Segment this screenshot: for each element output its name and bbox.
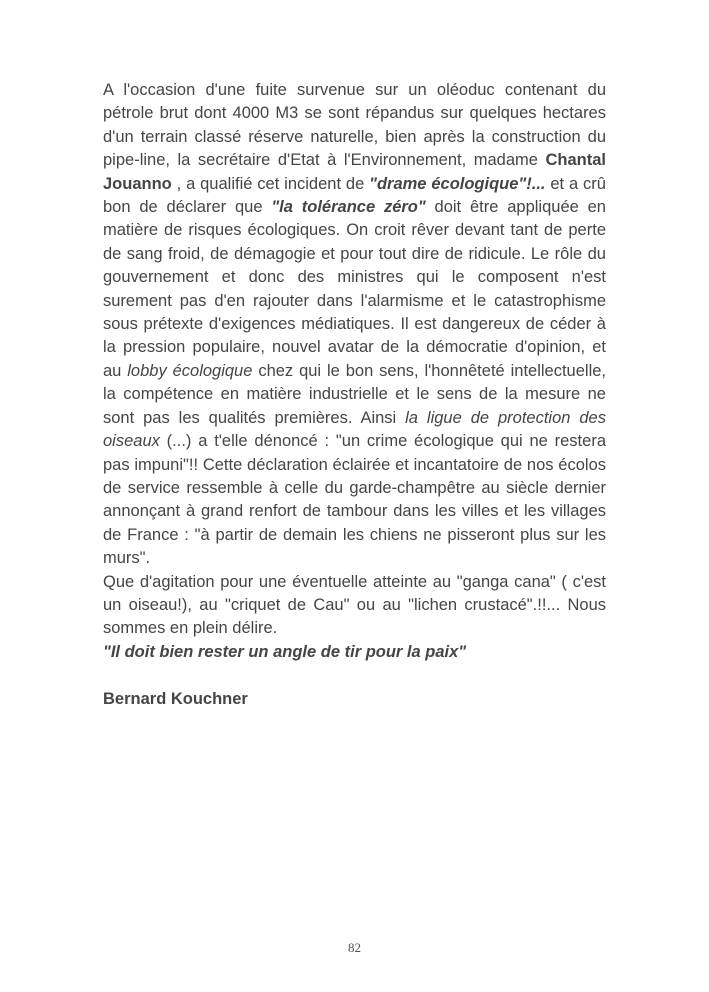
- text-segment: Chantal Jouanno: [103, 151, 606, 193]
- paragraph: [103, 79, 606, 571]
- text-segment: "la tolérance zéro": [271, 198, 426, 217]
- text-segment: chez qui le bon sens, l'honnêteté intellectuelle, la compétence en matière industrielle et le sens de la mesure ne sont pas les qualités premières. Ainsi: [103, 361, 606, 427]
- text-segment: Que d'agitation pour une éventuelle atteinte au "ganga cana" ( c'est un oiseau!), au "criquet de Cau" ou au "lichen crustacé".!!... Nous sommes en plein délire.: [103, 572, 606, 638]
- text-segment: "Il doit bien rester un angle de tir pour la paix": [103, 642, 467, 661]
- text-segment: et a crû bon de déclarer que: [103, 174, 606, 217]
- paragraph: [103, 641, 606, 664]
- text-segment: lobby écologique: [127, 361, 253, 380]
- page-number: 82: [348, 940, 361, 955]
- text-segment: la ligue de protection des oiseaux: [103, 408, 606, 451]
- text-segment: (...) a t'elle dénoncé : "un crime écologique qui ne restera pas impuni"!! Cette déclaration éclairée et incantatoire de nos écolos de service ressemble à celle du garde-champêtre au siècle dernier annonçant à grand renfort de tambour dans les villes et les villages de France : "à partir de demain les chiens ne pisseront plus sur les murs".: [103, 432, 606, 568]
- text-segment: "drame écologique"!...: [369, 174, 546, 193]
- page-text: [103, 79, 606, 711]
- text-segment: , a qualifié cet incident de: [171, 174, 370, 193]
- text-segment: doit être appliquée en matière de risques écologiques. On croit rêver devant tant de perte de sang froid, de démagogie et pour tout dire de ridicule. Le rôle du gouvernement et donc des ministres qui le composent n'est surement pas d'en rajouter dans l'alarmisme et le catastrophisme sous prétexte d'exigences médiatiques. Il est dangereux de céder à la pression populaire, nouvel avatar de la démocratie d'opinion, et au: [103, 198, 606, 380]
- paragraph: [103, 688, 606, 711]
- text-segment: Bernard Kouchner: [103, 689, 248, 708]
- paragraph: [103, 571, 606, 641]
- text-segment: A l'occasion d'une fuite survenue sur un oléoduc contenant du pétrole brut dont 4000 M3 se sont répandus sur quelques hectares d'un terrain classé réserve naturelle, bien après la construction du pipe-line, la secrétaire d'Etat à l'Environnement, madame: [103, 81, 606, 170]
